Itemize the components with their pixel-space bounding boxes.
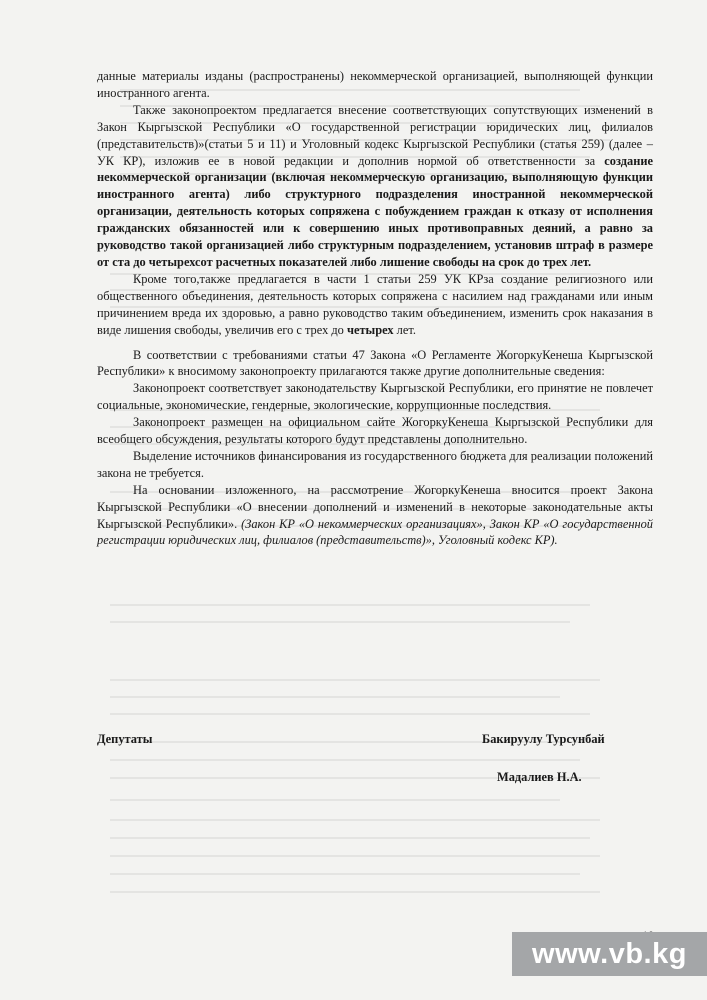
- deputies-label: Депутаты: [97, 732, 153, 746]
- signatory-name-1: Бакируулу Турсунбай: [482, 732, 605, 746]
- paragraph-regulation: В соответствии с требованиями статьи 47 Закона «О Регламенте ЖогоркуКенеша Кыргызской Республики» к вносимому законопроекту прилагаются также другие дополнительные сведения:: [97, 347, 653, 379]
- conclusion-text: На основании изложенного, на рассмотрение ЖогоркуКенеша вносится проект Закона Кыргызской Республики «О внесении дополнений и изменений в некоторые законодательные акты Кыргызской Республики».: [97, 482, 653, 531]
- paragraph-article-259: [97, 271, 653, 339]
- site-watermark: www.vb.kg: [512, 932, 707, 976]
- conclusion-italic-list: (Закон КР «О некоммерческих организациях», Закон КР «О государственной регистрации юридических лиц, филиалов (представительств)», Уголовный кодекс КР).: [97, 516, 653, 548]
- paragraph-compliance: Законопроект соответствует законодательству Кыргызской Республики, его принятие не повлечет социальные, экономические, гендерные, экологические, коррупционные последствия.: [97, 381, 653, 413]
- amendments-intro: Также законопроектом предлагается внесение соответствующих сопутствующих изменений в Закон Кыргызской Республики «О государственной регистрации юридических лиц, филиалов (представительств)»(статьи 5 и 11) и Уголовный кодекс Кыргызской Республики (статья 259) (далее – УК КР), изложив ее в новой редакции и дополнив нормой об ответственности за: [97, 102, 653, 168]
- paragraph-amendments: [97, 102, 653, 271]
- paragraph-financing: Выделение источников финансирования из государственного бюджета для реализации положений закона не требуется.: [97, 448, 653, 480]
- signatory-name-2: Мадалиев Н.А.: [497, 770, 582, 784]
- article-259-text: Кроме того,также предлагается в части 1 статьи 259 УК КРза создание религиозного или общественного объединения, деятельность которых сопряжена с насилием над гражданами или иным причинением вреда их здоровью, а равно руководство таким объединением, изменить срок наказания в виде лишения свободы, увеличив его с трех до: [97, 271, 653, 337]
- amendments-bold-clause: создание некоммерческой организации (включая некоммерческую организацию, выполняющую функции иностранного агента) либо структурного подразделения иностранной некоммерческой организации, деятельность которых сопряжена с побуждением граждан к отказу от исполнения гражданских обязанностей или к совершению иных противоправных деяний, а равно за руководство такой организацией либо структурным подразделением, установив штраф в размере от ста до четырехсот расчетных показателей либо лишение свободы на срок до трех лет.: [97, 153, 653, 269]
- article-259-bold-term: четырех: [346, 322, 394, 337]
- document-body: [97, 68, 653, 549]
- paragraph-conclusion: [97, 482, 653, 550]
- article-259-end: лет.: [393, 322, 416, 337]
- paragraph-publication: Законопроект размещен на официальном сайте ЖогоркуКенеша Кыргызской Республики для всеобщего обсуждения, результаты которого будут представлены дополнительно.: [97, 415, 653, 447]
- paragraph-foreign-agent: данные материалы изданы (распространены) некоммерческой организацией, выполняющей функции иностранного агента.: [97, 69, 653, 100]
